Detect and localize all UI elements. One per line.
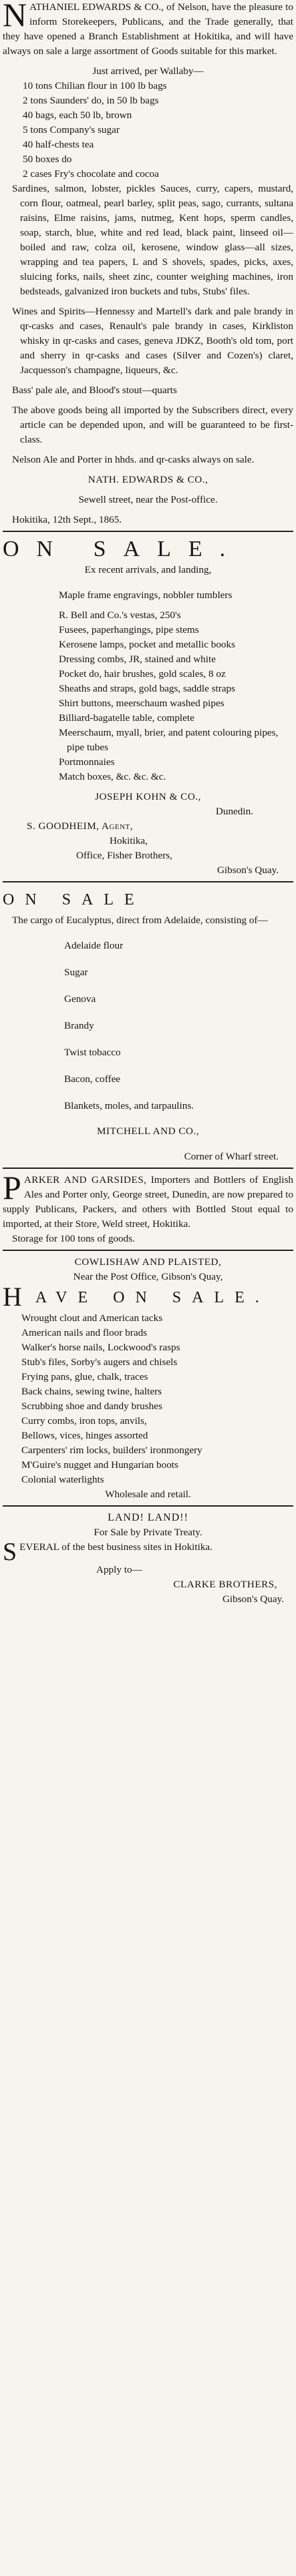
storage-line: Storage for 100 tons of goods. (12, 1233, 135, 1244)
list-item: American nails and floor brads (21, 1327, 148, 1338)
list-item: Billiard-bagatelle table, complete (59, 712, 194, 724)
list-item: Back chains, sewing twine, halters (21, 1386, 162, 1397)
date-line: Hokitika, 12th Sept., 1865. (12, 514, 122, 525)
list-item: Bellows, vices, hinges assorted (21, 1430, 148, 1441)
intro-paragraph (3, 1169, 293, 1232)
list-item: Maple frame engravings, nobbler tumblers (59, 589, 233, 601)
apply-line: Apply to— (96, 1564, 142, 1575)
item-list (3, 1311, 293, 1502)
drop-cap: N (3, 0, 27, 33)
divider (3, 531, 293, 532)
list-item: Portmonnaies (59, 756, 115, 768)
goods-list (3, 79, 293, 182)
advert-mitchell (3, 886, 293, 1164)
list-item: Carpenters' rim locks, builders' ironmongery (21, 1445, 202, 1456)
divider (3, 1505, 293, 1507)
list-item: R. Bell and Co.'s vestas, 250's (59, 609, 181, 621)
bass-paragraph: Bass' pale ale, and Blood's stout—quarts (12, 384, 177, 396)
list-item: Adelaide flour (64, 940, 124, 951)
imported-paragraph: The above goods being all imported by the Subscribers direct, every article can be depended upon, and will be guaranteed to be first-class. (12, 405, 293, 445)
divider (3, 1250, 293, 1251)
list-item: M'Guire's nugget and Hungarian boots (21, 1459, 178, 1471)
office-line: Office, Fisher Brothers, (76, 850, 172, 861)
list-item: Brandy (64, 1020, 94, 1031)
list-item: Walker's horse nails, Lockwood's rasps (21, 1342, 180, 1353)
goods-item: 40 half-chests tea (23, 139, 94, 150)
sale-line: For Sale by Private Treaty. (94, 1527, 202, 1538)
firm-name: COWLISHAW AND PLAISTED, (74, 1256, 222, 1268)
firm-name: CLARKE BROTHERS, (173, 1579, 277, 1590)
list-item: Wholesale and retail. (105, 1489, 191, 1500)
goods-item: 5 tons Company's sugar (23, 124, 120, 136)
list-item: Curry combs, iron tops, anvils, (21, 1415, 147, 1427)
firm-name: JOSEPH KOHN & CO., (95, 791, 201, 802)
intro-text: The cargo of Eucalyptus, direct from Adelaide, consisting of— (12, 915, 268, 926)
list-item: Sugar (64, 967, 88, 978)
intro-text: ATHANIEL EDWARDS & CO., of Nelson, have the pleasure to inform Storekeepers, Publicans, and the Trade generally, that they have opened a Branch Establishment at Hokitika, and will have always on sale a large assortment of Goods suitable for this market. (3, 1, 293, 57)
body-paragraph (3, 1538, 293, 1566)
list-item: Frying pans, glue, chalk, traces (21, 1371, 148, 1382)
heading-text: AVE ON SALE. (35, 1289, 270, 1306)
list-item: Shirt buttons, meerschaum washed pipes (59, 698, 225, 709)
list-item: Genova (64, 993, 96, 1005)
nelson-paragraph: Nelson Ale and Porter in hhds. and qr-casks always on sale. (12, 454, 255, 465)
advert-joseph-kohn (3, 536, 293, 878)
firm-title: ARKER AND GARSIDES, (23, 1174, 147, 1186)
address: Sewell street, near the Post-office. (78, 494, 218, 505)
goods-item: 2 cases Fry's chocolate and cocoa (23, 168, 159, 180)
subhead: Ex recent arrivals, and landing, (84, 564, 212, 575)
newspaper-column (3, 0, 293, 1607)
goods-item: 50 boxes do (23, 154, 72, 165)
list-item: Sheaths and straps, gold bags, saddle straps (59, 683, 236, 694)
intro-paragraph (3, 0, 293, 59)
quay-line: Gibson's Quay. (222, 1593, 284, 1605)
quay-line: Gibson's Quay. (216, 864, 279, 876)
signature: NATH. EDWARDS & CO., (88, 474, 208, 485)
arrival-line: Just arrived, per Wallaby— (92, 65, 204, 77)
divider (3, 1168, 293, 1169)
on-sale-heading: ON SALE. (3, 537, 243, 561)
body-text: Importers and Bottlers of English Ales and Porter only, George street, Dunedin, are now prepared to supply Publicans, Packers, and others with Bottled Stout equal to imported, at their Store, Weld street, Hokitika. (3, 1174, 293, 1230)
list-item: Blankets, moles, and tarpaulins. (64, 1100, 194, 1111)
list-item: Kerosene lamps, pocket and metallic books (59, 639, 236, 650)
advert-land (3, 1511, 293, 1607)
drop-cap: P (3, 1169, 21, 1206)
location-line: Near the Post Office, Gibson's Quay, (73, 1271, 223, 1282)
list-item: Meerschaum, myall, brier, and patent colouring pipes, pipe tubes (59, 727, 279, 753)
drop-cap: S (3, 1538, 17, 1566)
advert-cowlishaw (3, 1255, 293, 1502)
firm-name: MITCHELL AND CO., (96, 1125, 200, 1137)
list-item: Fusees, paperhangings, pipe stems (59, 624, 199, 635)
drop-cap: H (3, 1282, 33, 1312)
address: Corner of Wharf street. (184, 1151, 279, 1162)
divider (3, 881, 293, 882)
body-text: EVERAL of the best business sites in Hokitika. (19, 1541, 212, 1553)
list-item: Wrought clout and American tacks (21, 1312, 163, 1324)
list-item: Scrubbing shoe and dandy brushes (21, 1400, 162, 1412)
list-item: Bacon, coffee (64, 1073, 121, 1085)
goods-item: 40 bags, each 50 lb, brown (23, 109, 132, 121)
list-item: Dressing combs, JR, stained and white (59, 654, 216, 665)
agent-place: Hokitika, (110, 835, 148, 846)
item-list (3, 939, 293, 1113)
advert-nath-edwards (3, 0, 293, 527)
firm-place: Dunedin. (215, 806, 253, 817)
item-list (3, 588, 293, 784)
goods-item: 10 tons Chilian flour in 100 lb bags (23, 80, 167, 91)
on-sale-heading (3, 1284, 293, 1311)
on-sale-heading: ON SALE (3, 891, 145, 909)
list-item: Match boxes, &c. &c. &c. (59, 771, 166, 782)
sundries-paragraph: Sardines, salmon, lobster, pickles Sauces, curry, capers, mustard, corn flour, oatmeal, pearl barley, split peas, sago, currants, sultana raisins, Elme raisins, jams, nutmeg, Kent hops, sperm candles, soap, starch, blue, white and red lead, black paint, linseed oil—boiled and raw, colza oil, kerosene, window glass—all sizes, wrapping and tea papers, L and S shovels, spades, picks, axes, sluicing forks, nails, sheet zinc, counter weighing machines, iron bedsteads, galvanized iron buckets and tubs, Stubs' files. (12, 183, 293, 297)
list-item: Twist tobacco (64, 1047, 121, 1058)
agent-name: S. GOODHEIM, Agent, (27, 820, 134, 832)
list-item: Pocket do, hair brushes, gold scales, 8 oz (59, 668, 226, 680)
list-item: Colonial waterlights (21, 1474, 104, 1485)
land-heading: LAND! LAND!! (108, 1512, 188, 1523)
wines-paragraph: Wines and Spirits—Hennessy and Martell's dark and pale brandy in qr-casks and cases, Renault's pale brandy in cases, Kirkliston whisky in qr-casks and cases, geneva JDKZ, Booth's old tom, port and sherry in qr-casks and cases (Silver and Cozen's) claret, Jacquesson's champagne, liqueurs, &c. (12, 306, 293, 376)
goods-item: 2 tons Saunders' do, in 50 lb bags (23, 95, 159, 106)
advert-parker-garsides (3, 1169, 293, 1246)
list-item: Stub's files, Sorby's augers and chisels (21, 1356, 178, 1368)
